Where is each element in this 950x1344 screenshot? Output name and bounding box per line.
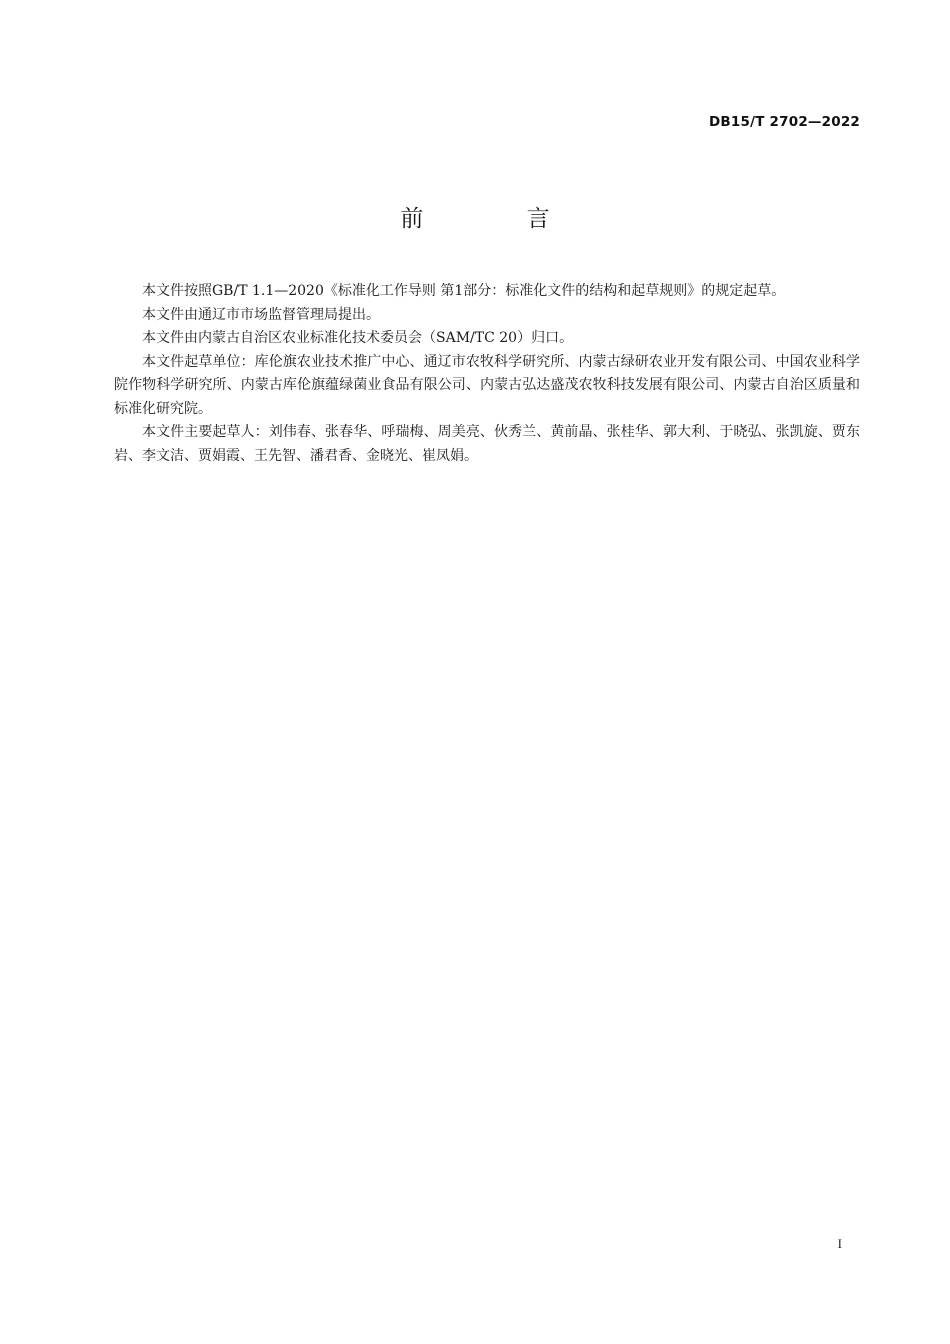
paragraph-proposer: 本文件由通辽市市场监督管理局提出。 — [142, 306, 380, 323]
paragraph-drafters: 本文件主要起草人：刘伟春、张春华、呼瑞梅、周美亮、伙秀兰、黄前晶、张桂华、郭大利、于晓弘、张凯旋、贾东岩、李文洁、贾娟霞、王先智、潘君香、金晓光、崔凤娟。 — [114, 424, 860, 464]
page-title: 前 言 — [400, 206, 598, 232]
foreword-body — [114, 280, 860, 468]
paragraph-committee: 本文件由内蒙古自治区农业标准化技术委员会（SAM/TC 20）归口。 — [142, 330, 574, 346]
page-number: I — [837, 1236, 842, 1251]
document-code: DB15/T 2702—2022 — [709, 114, 860, 130]
paragraph-drafting-rule: 本文件按照GB/T 1.1—2020《标准化工作导则 第1部分：标准化文件的结构和起草规则》的规定起草。 — [142, 283, 786, 299]
paragraph-drafting-units: 本文件起草单位：库伦旗农业技术推广中心、通辽市农牧科学研究所、内蒙古绿研农业开发有限公司、中国农业科学院作物科学研究所、内蒙古库伦旗蕴绿菌业食品有限公司、内蒙古弘达盛茂农牧科技发展有限公司、内蒙古自治区质量和标准化研究院。 — [114, 353, 860, 417]
